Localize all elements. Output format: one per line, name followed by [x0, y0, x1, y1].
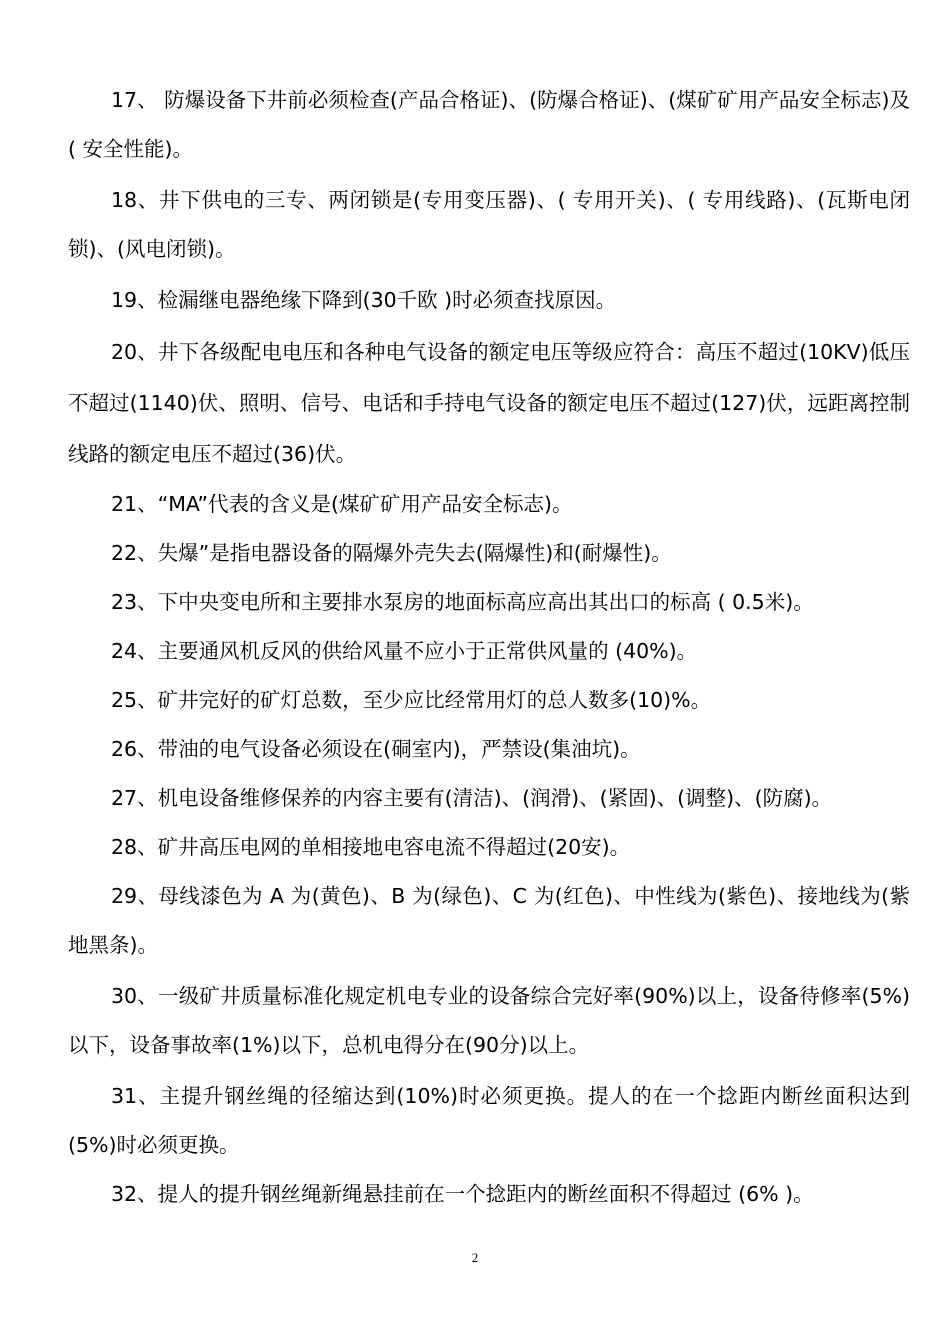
question-21: 21、“MA”代表的含义是(煤矿矿用产品安全标志)。 [111, 492, 573, 516]
question-23: 23、下中央变电所和主要排水泵房的地面标高应高出其出口的标高 ( 0.5米)。 [111, 590, 814, 614]
question-19: 19、检漏继电器绝缘下降到(30千欧 )时必须查找原因。 [111, 288, 617, 312]
question-20: 20、井下各级配电电压和各种电气设备的额定电压等级应符合：高压不超过(10KV)低压不超过(1140)伏、照明、信号、电话和手持电气设备的额定电压不超过(127)伏，远距离控制线路的额定电压不超过(36)伏。 [68, 340, 910, 466]
question-32: 32、提人的提升钢丝绳新绳悬挂前在一个捻距内的断丝面积不得超过 (6% )。 [111, 1182, 814, 1206]
question-17: 17、 防爆设备下井前必须检查(产品合格证)、(防爆合格证)、(煤矿矿用产品安全标志)及( 安全性能)。 [68, 88, 910, 161]
question-28: 28、矿井高压电网的单相接地电容电流不得超过(20安)。 [111, 835, 631, 859]
question-22: 22、失爆”是指电器设备的隔爆外壳失去(隔爆性)和(耐爆性)。 [111, 541, 672, 565]
question-25: 25、矿井完好的矿灯总数，至少应比经常用灯的总人数多(10)%。 [111, 688, 712, 712]
question-27: 27、机电设备维修保养的内容主要有(清洁)、(润滑)、(紧固)、(调整)、(防腐)。 [111, 786, 833, 810]
document-body [68, 76, 910, 1219]
question-31: 31、主提升钢丝绳的径缩达到(10%)时必须更换。提人的在一个捻距内断丝面积达到(5%)时必须更换。 [68, 1084, 910, 1157]
question-30: 30、一级矿井质量标准化规定机电专业的设备综合完好率(90%)以上，设备待修率(5%)以下，设备事故率(1%)以下，总机电得分在(90分)以上。 [68, 984, 910, 1057]
question-29: 29、母线漆色为 A 为(黄色)、B 为(绿色)、C 为(红色)、中性线为(紫色)、接地线为(紫地黑条)。 [68, 884, 910, 957]
question-26: 26、带油的电气设备必须设在(硐室内)，严禁设(集油坑)。 [111, 737, 641, 761]
question-24: 24、主要通风机反风的供给风量不应小于正常供风量的 (40%)。 [111, 639, 698, 663]
question-18: 18、井下供电的三专、两闭锁是(专用变压器)、( 专用开关)、( 专用线路)、(瓦斯电闭锁)、(风电闭锁)。 [68, 188, 910, 261]
page-number: 2 [471, 1250, 479, 1265]
